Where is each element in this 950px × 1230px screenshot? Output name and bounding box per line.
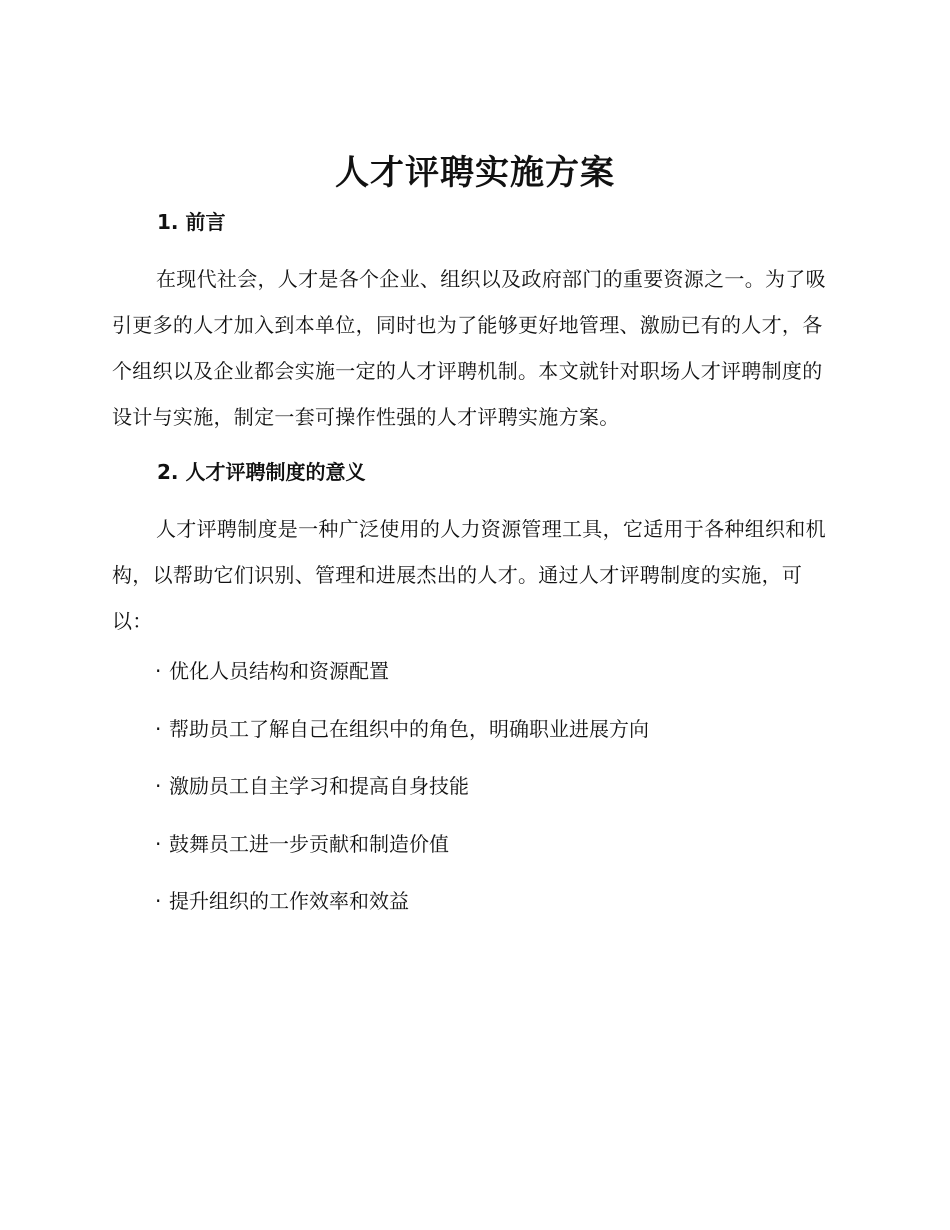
document-title: 人才评聘实施方案 [335,153,615,193]
list-item-text: 提升组织的工作效率和效益 [169,889,409,913]
list-item-text: 激励员工自主学习和提高自身技能 [169,774,469,798]
list-item [155,887,649,945]
bullet-icon: · [155,774,162,798]
section-paragraph-introduction: 在现代社会，人才是各个企业、组织以及政府部门的重要资源之一。为了吸引更多的人才加入到本单位，同时也为了能够更好地管理、激励已有的人才，各个组织以及企业都会实施一定的人才评聘机制。本文就针对职场人才评聘制度的设计与实施，制定一套可操作性强的人才评聘实施方案。 [112,267,826,429]
list-item [155,772,649,830]
bullet-icon: · [155,659,162,683]
section-paragraph-significance: 人才评聘制度是一种广泛使用的人力资源管理工具，它适用于各种组织和机构，以帮助它们识别、管理和进展杰出的人才。通过人才评聘制度的实施，可以： [112,517,826,633]
list-item-text: 优化人员结构和资源配置 [169,659,389,683]
bullet-icon: · [155,889,162,913]
list-item-text: 帮助员工了解自己在组织中的角色，明确职业进展方向 [169,716,649,741]
bullet-icon: · [155,831,162,856]
list-item [155,830,649,888]
benefits-list [155,657,649,945]
bullet-icon: · [155,716,162,741]
list-item [155,657,649,715]
list-item-text: 鼓舞员工进一步贡献和制造价值 [169,831,449,856]
list-item [155,715,649,773]
section-heading-significance: 2. 人才评聘制度的意义 [157,460,366,484]
section-heading-introduction: 1. 前言 [157,210,226,234]
